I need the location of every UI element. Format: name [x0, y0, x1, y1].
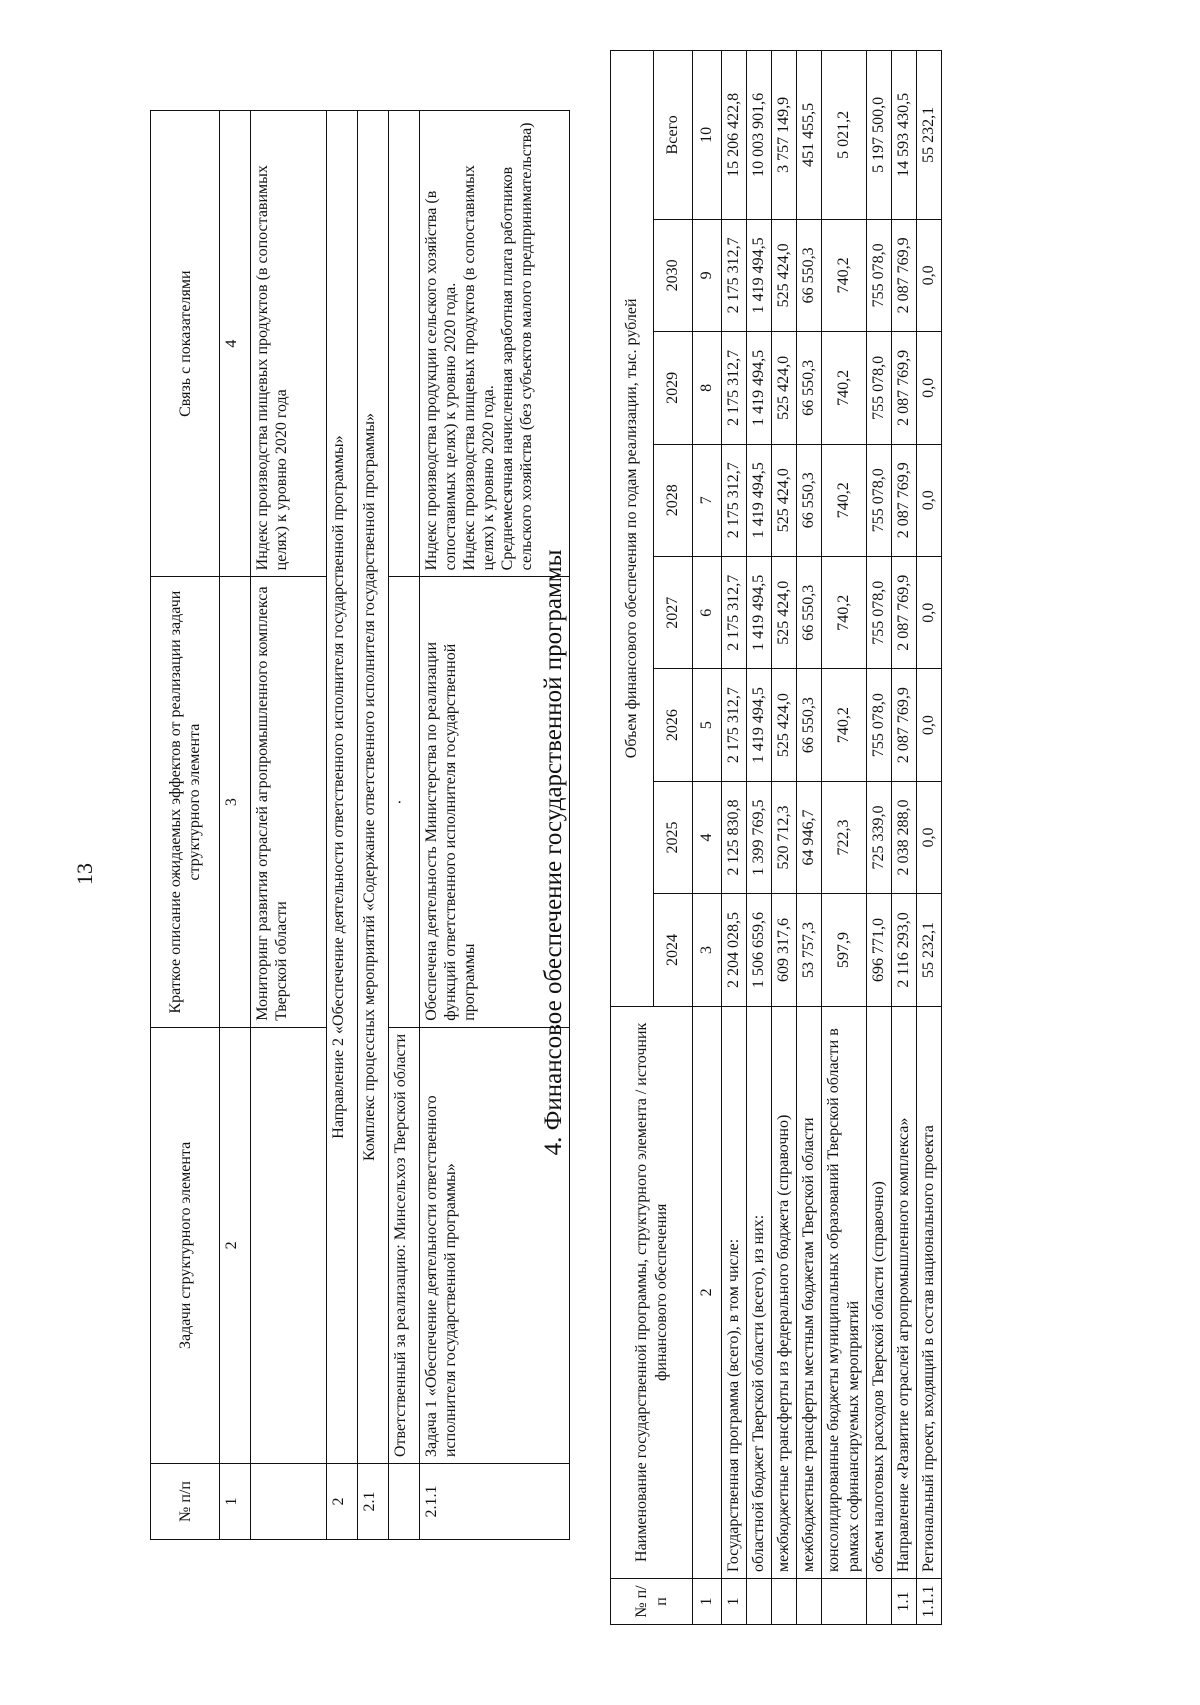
row-year-value: 1 506 659,6 [747, 894, 772, 1006]
row-num: 1 [722, 1579, 747, 1625]
t2-colnum-row [693, 51, 722, 1625]
t1-direction-title: Направление 2 «Обеспечение деятельности ответственного исполнителя государственной программы» [327, 111, 358, 1464]
row-year-value: 0,0 [917, 556, 942, 668]
t1-task-cell: Задача 1 «Обеспечение деятельности ответственного исполнителя государственной программы» [420, 1027, 570, 1463]
t1-cell [389, 111, 420, 577]
row-year-value: 66 550,3 [797, 556, 822, 668]
row-year-value: 2 175 312,7 [722, 556, 747, 668]
table-row [917, 51, 942, 1625]
row-year-value: 525 424,0 [772, 219, 797, 331]
row-year-value: 696 771,0 [867, 894, 892, 1006]
row-year-value: 1 399 769,5 [747, 781, 772, 893]
row-num [797, 1579, 822, 1625]
row-year-value: 1 419 494,5 [747, 669, 772, 781]
table1-row-direction [327, 111, 358, 1540]
table1-row-responsible [389, 111, 420, 1540]
row-num [747, 1579, 772, 1625]
row-total-value: 5 197 500,0 [867, 51, 892, 220]
row-num [867, 1579, 892, 1625]
row-year-value: 66 550,3 [797, 669, 822, 781]
t1-indicator-line: Среднемесячная начисленная заработная плата работников сельского хозяйства (без субъектов малого предпринимательства) [499, 122, 535, 571]
row-name: объем налоговых расходов Тверской области (справочно) [867, 1006, 892, 1578]
t1-header-effects: Краткое описание ожидаемых эффектов от реализации задачи структурного элемента [151, 577, 220, 1027]
row-name: областной бюджет Тверской области (всего), из них: [747, 1006, 772, 1578]
t1-row-num: 2.1 [358, 1464, 389, 1540]
table1-row-monitoring [251, 111, 327, 1540]
row-year-value: 740,2 [822, 556, 867, 668]
row-year-value: 740,2 [822, 332, 867, 444]
row-total-value: 451 455,5 [797, 51, 822, 220]
t1-complex-title: Комплекс процессных мероприятий «Содержание ответственного исполнителя государственной программы» [358, 111, 389, 1464]
row-year-value: 66 550,3 [797, 444, 822, 556]
t2-colnum: 9 [693, 219, 722, 331]
t2-header-year: 2029 [654, 332, 693, 444]
row-year-value: 0,0 [917, 332, 942, 444]
t1-responsible-text: Ответственный за реализацию: Минсельхоз Тверской области [389, 1027, 420, 1463]
table-row [747, 51, 772, 1625]
row-year-value: 755 078,0 [867, 444, 892, 556]
row-year-value: 525 424,0 [772, 669, 797, 781]
t2-header-year: 2024 [654, 894, 693, 1006]
row-total-value: 15 206 422,8 [722, 51, 747, 220]
t2-colnum: 6 [693, 556, 722, 668]
t2-header-year: 2027 [654, 556, 693, 668]
row-total-value: 14 593 430,5 [892, 51, 917, 220]
row-year-value: 0,0 [917, 781, 942, 893]
row-year-value: 66 550,3 [797, 219, 822, 331]
table-row [797, 51, 822, 1625]
row-year-value: 2 175 312,7 [722, 669, 747, 781]
row-name: Государственная программа (всего), в том числе: [722, 1006, 747, 1578]
row-year-value: 2 175 312,7 [722, 444, 747, 556]
row-year-value: 520 712,3 [772, 781, 797, 893]
row-num [772, 1579, 797, 1625]
row-year-value: 1 419 494,5 [747, 444, 772, 556]
t1-colnum: 3 [220, 577, 251, 1027]
row-year-value: 740,2 [822, 669, 867, 781]
row-year-value: 525 424,0 [772, 556, 797, 668]
t2-header-row-1 [611, 51, 654, 1625]
row-total-value: 55 232,1 [917, 51, 942, 220]
t1-row-num: 2 [327, 1464, 358, 1540]
row-num: 1.1 [892, 1579, 917, 1625]
row-total-value: 3 757 149,9 [772, 51, 797, 220]
t2-header-num: № п/п [611, 1579, 693, 1625]
t2-header-year: 2028 [654, 444, 693, 556]
row-year-value: 1 419 494,5 [747, 219, 772, 331]
row-total-value: 5 021,2 [822, 51, 867, 220]
t1-header-indicators: Связь с показателями [151, 111, 220, 577]
t1-colnum: 4 [220, 111, 251, 577]
t2-header-year: 2030 [654, 219, 693, 331]
row-year-value: 55 232,1 [917, 894, 942, 1006]
table-row [822, 51, 867, 1625]
t1-indicator-line: Индекс производства продукции сельского хозяйства (в сопоставимых целях) к уровню 2020 года. [423, 190, 459, 571]
row-year-value: 2 087 769,9 [892, 219, 917, 331]
t2-colnum: 1 [693, 1579, 722, 1625]
row-year-value: 725 339,0 [867, 781, 892, 893]
t1-header-tasks: Задачи структурного элемента [151, 1027, 220, 1463]
t1-responsible-mark: · [389, 577, 420, 1027]
row-year-value: 66 550,3 [797, 332, 822, 444]
table-row [892, 51, 917, 1625]
t1-colnum: 1 [220, 1464, 251, 1540]
row-year-value: 755 078,0 [867, 669, 892, 781]
row-year-value: 755 078,0 [867, 556, 892, 668]
structural-elements-table [150, 110, 570, 1540]
row-year-value: 0,0 [917, 669, 942, 781]
t2-colnum: 4 [693, 781, 722, 893]
t1-effect-cell: Обеспечена деятельность Министерства по реализации функций ответственного исполнителя государственной программы [420, 577, 570, 1027]
row-year-value: 2 125 830,8 [722, 781, 747, 893]
financing-table [610, 50, 942, 1625]
table-row [722, 51, 747, 1625]
row-year-value: 2 038 288,0 [892, 781, 917, 893]
row-num: 1.1.1 [917, 1579, 942, 1625]
row-year-value: 2 087 769,9 [892, 556, 917, 668]
t2-header-year: 2025 [654, 781, 693, 893]
t2-header-total: Всего [654, 51, 693, 220]
t1-cell [251, 1464, 327, 1540]
row-num [822, 1579, 867, 1625]
t1-indicator-line: Индекс производства пищевых продуктов (в сопоставимых целях) к уровню 2020 года. [461, 165, 497, 571]
row-year-value: 53 757,3 [797, 894, 822, 1006]
t1-indicator-cell: Индекс производства пищевых продуктов (в сопоставимых целях) к уровню 2020 года [251, 111, 327, 577]
row-total-value: 10 003 901,6 [747, 51, 772, 220]
row-name: Региональный проект, входящий в состав национального проекта [917, 1006, 942, 1578]
t1-row-num: 2.1.1 [420, 1464, 570, 1540]
row-year-value: 2 087 769,9 [892, 669, 917, 781]
t1-cell [251, 1027, 327, 1463]
row-name: консолидированные бюджеты муниципальных образований Тверской области в рамках софинансируемых мероприятий [822, 1006, 867, 1578]
row-name: межбюджетные трансферты из федерального бюджета (справочно) [772, 1006, 797, 1578]
t2-header-volume: Объем финансового обеспечения по годам реализации, тыс. рублей [611, 51, 654, 1007]
row-year-value: 2 175 312,7 [722, 332, 747, 444]
row-year-value: 597,9 [822, 894, 867, 1006]
row-year-value: 2 175 312,7 [722, 219, 747, 331]
row-year-value: 1 419 494,5 [747, 332, 772, 444]
row-year-value: 1 419 494,5 [747, 556, 772, 668]
t2-colnum: 8 [693, 332, 722, 444]
row-year-value: 722,3 [822, 781, 867, 893]
row-year-value: 2 087 769,9 [892, 332, 917, 444]
t1-header-num: № п/п [151, 1464, 220, 1540]
t2-colnum: 10 [693, 51, 722, 220]
section-title: 4. Финансовое обеспечение государственной программы [540, 549, 567, 1156]
row-year-value: 525 424,0 [772, 332, 797, 444]
row-year-value: 609 317,6 [772, 894, 797, 1006]
t1-colnum: 2 [220, 1027, 251, 1463]
row-name: межбюджетные трансферты местным бюджетам Тверской области [797, 1006, 822, 1578]
row-name: Направление «Развитие отраслей агропромышленного комплекса» [892, 1006, 917, 1578]
t1-cell [389, 1464, 420, 1540]
t2-header-name: Наименование государственной программы, структурного элемента / источник финансового обеспечения [611, 1006, 693, 1578]
row-year-value: 755 078,0 [867, 332, 892, 444]
t2-colnum: 5 [693, 669, 722, 781]
row-year-value: 0,0 [917, 219, 942, 331]
table1-colnum-row [220, 111, 251, 1540]
row-year-value: 2 087 769,9 [892, 444, 917, 556]
t2-colnum: 7 [693, 444, 722, 556]
row-year-value: 740,2 [822, 219, 867, 331]
row-year-value: 525 424,0 [772, 444, 797, 556]
t2-colnum: 2 [693, 1006, 722, 1578]
t2-header-year: 2026 [654, 669, 693, 781]
row-year-value: 2 204 028,5 [722, 894, 747, 1006]
t1-effect-cell: Мониторинг развития отраслей агропромышленного комплекса Тверской области [251, 577, 327, 1027]
table1-row-complex [358, 111, 389, 1540]
table1-header-row [151, 111, 220, 1540]
row-year-value: 0,0 [917, 444, 942, 556]
row-year-value: 2 116 293,0 [892, 894, 917, 1006]
table-row [867, 51, 892, 1625]
row-year-value: 64 946,7 [797, 781, 822, 893]
page-number: 13 [72, 863, 97, 885]
table-row [772, 51, 797, 1625]
row-year-value: 740,2 [822, 444, 867, 556]
t2-colnum: 3 [693, 894, 722, 1006]
row-year-value: 755 078,0 [867, 219, 892, 331]
t2-body [722, 51, 942, 1625]
